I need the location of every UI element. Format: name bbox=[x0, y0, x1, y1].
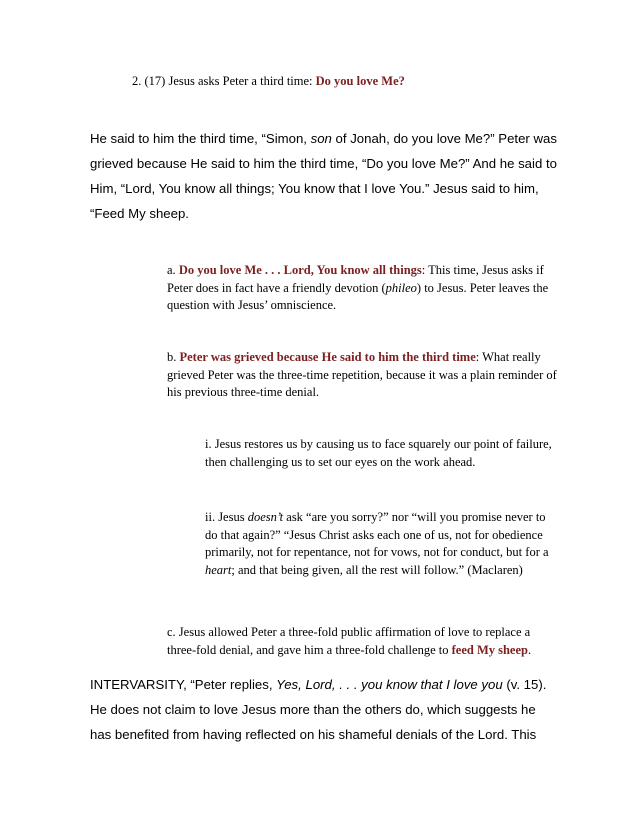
point-ii-italic-heart: heart bbox=[205, 562, 232, 577]
commentary-text-start: INTERVARSITY, “Peter replies, bbox=[90, 677, 277, 692]
point-c-text-end: . bbox=[527, 642, 532, 657]
point-a-text-end: ) to Jesus. Peter leaves the question with Jesus’ omniscience. bbox=[167, 280, 549, 313]
scripture-paragraph bbox=[90, 126, 560, 226]
point-a-italic-word: phileo bbox=[385, 280, 417, 295]
point-a-text-start: : This time, Jesus asks if Peter does in fact have a friendly devotion ( bbox=[167, 263, 544, 295]
commentary-italic-quote: Yes, Lord, . . . you know that I love you bbox=[276, 677, 503, 692]
point-c bbox=[167, 624, 557, 659]
point-b-text: : What really grieved Peter was the three-time repetition, because it was a plain reminder of his previous three-time denial. bbox=[167, 350, 557, 400]
point-c-text: c. Jesus allowed Peter a three-fold public affirmation of love to replace a three-fold denial, and gave him a three-fold challenge to bbox=[167, 625, 531, 657]
point-ii-italic-word: doesn’t bbox=[247, 510, 284, 524]
point-b bbox=[167, 349, 557, 402]
point-ii-text-end: ; and that being given, all the rest will follow.” (Maclaren) bbox=[231, 562, 523, 577]
point-ii-text-mid: ask “are you sorry?” nor “will you promise never to do that again?” “Jesus Christ asks each one of us, not for obedience primarily, not for repentance, not for vows, not for conduct, but for a bbox=[205, 510, 549, 560]
scripture-text-start: He said to him the third time, “Simon, bbox=[90, 131, 311, 146]
point-ii-prefix: ii. Jesus bbox=[205, 510, 248, 524]
point-i bbox=[205, 436, 555, 471]
heading-text: 2. (17) Jesus asks Peter a third time: bbox=[132, 74, 316, 88]
point-b-highlight: Peter was grieved because He said to him the third time bbox=[179, 350, 476, 364]
point-a-prefix: a. bbox=[167, 263, 179, 277]
heading-highlight: Do you love Me? bbox=[315, 74, 405, 88]
scripture-italic-word: son bbox=[310, 131, 332, 146]
commentary-text-end: (v. 15). He does not claim to love Jesus more than the others do, which suggests he has benefited from having reflected on his shameful denials of the Lord. This bbox=[90, 677, 547, 742]
point-a-highlight: Do you love Me . . . Lord, You know all things bbox=[178, 263, 422, 277]
point-i-text: i. Jesus restores us by causing us to face squarely our point of failure, then challenging us to set our eyes on the work ahead. bbox=[205, 437, 552, 469]
point-a bbox=[167, 262, 557, 315]
point-c-highlight: feed My sheep bbox=[451, 642, 528, 657]
section-heading bbox=[132, 74, 405, 89]
point-b-prefix: b. bbox=[167, 350, 180, 364]
commentary-paragraph bbox=[90, 672, 560, 747]
point-ii bbox=[205, 509, 555, 579]
scripture-text-end: of Jonah, do you love Me?” Peter was grieved because He said to him the third time, “Do you love Me?” And he said to Him, “Lord, You know all things; You know that I love You.” Jesus said to him, “Feed My sheep. bbox=[90, 131, 557, 221]
